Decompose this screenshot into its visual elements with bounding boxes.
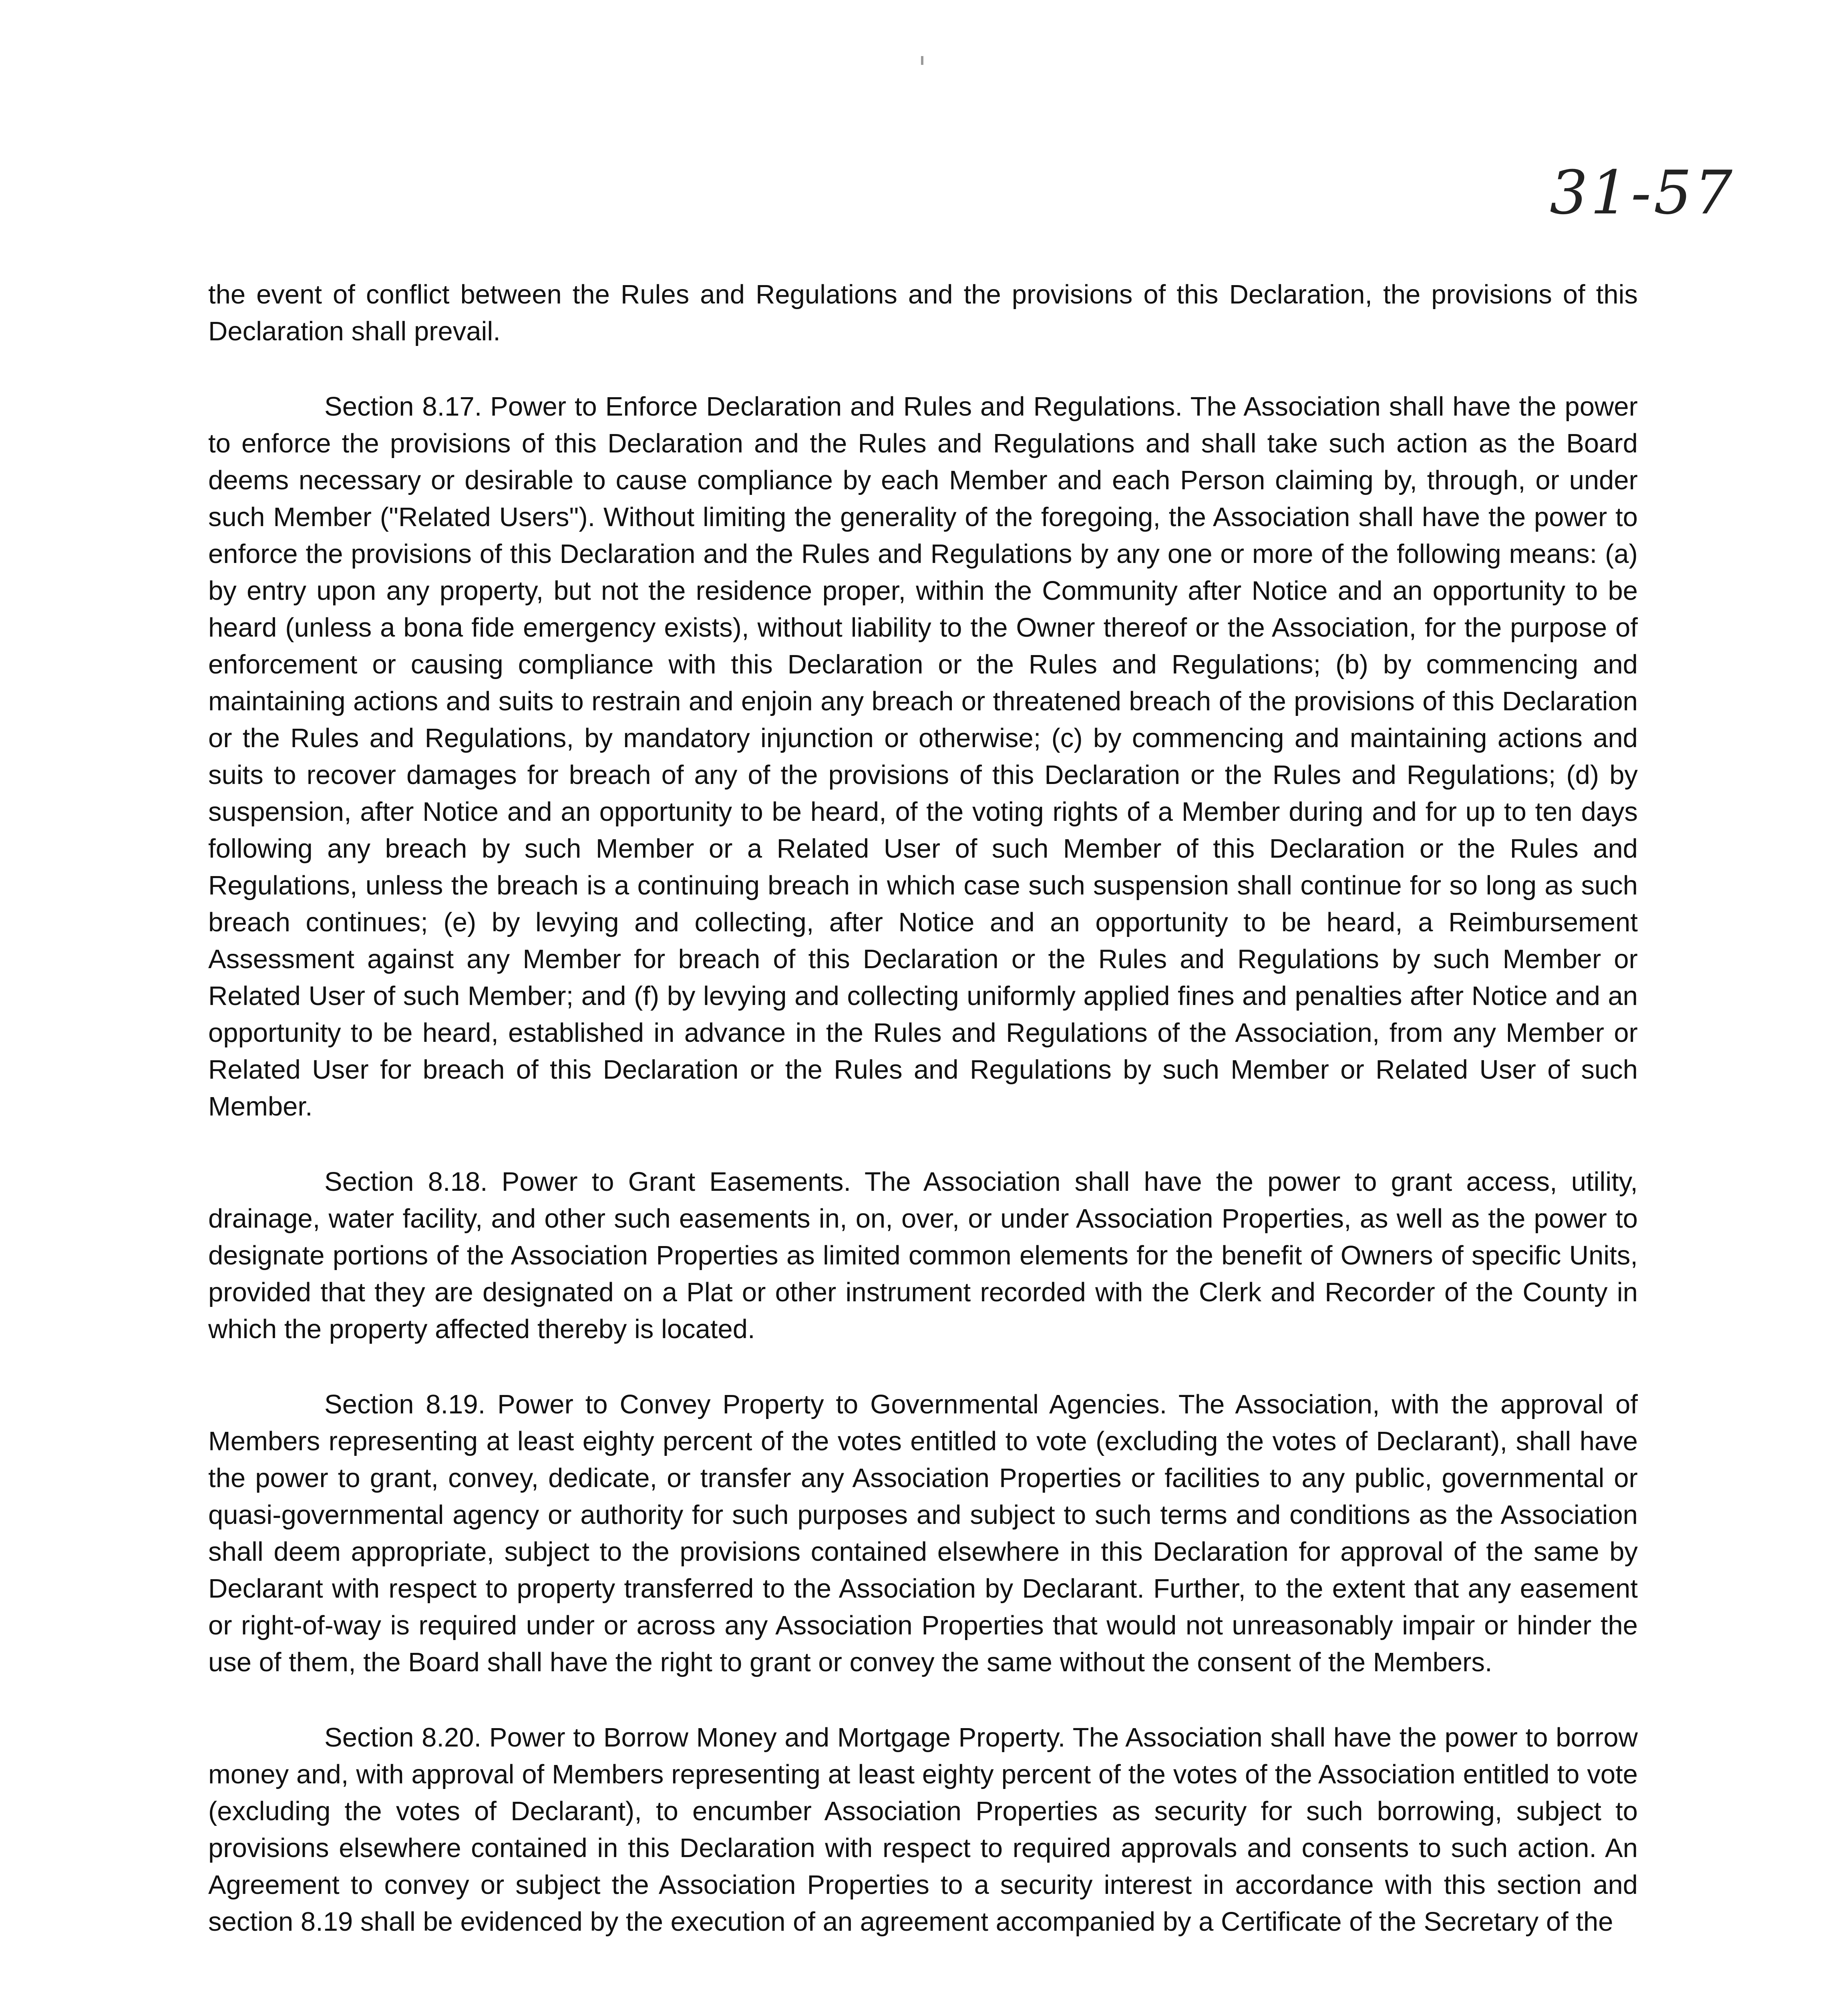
document-body [208, 276, 1638, 1979]
section-heading: Section 8.19. Power to Convey Property to Governmental Agencies. [324, 1389, 1178, 1419]
paragraph-continuation [208, 276, 1638, 350]
section-8-18 [208, 1164, 1638, 1348]
paragraph-text: the event of conflict between the Rules and Regulations and the provisions of this Declaration, the provisions of this Declaration shall prevail. [208, 279, 1638, 346]
section-heading: Section 8.20. Power to Borrow Money and Mortgage Property. [324, 1723, 1073, 1753]
handwritten-page-note: 31-57 [1550, 158, 1735, 228]
section-8-17 [208, 388, 1638, 1125]
section-text: The Association shall have the power to enforce the provisions of this Declaration and the Rules and Regulations and shall take such action as the Board deems necessary or desirable to cause compliance by each Member and each Person claiming by, through, or under such Member ("Related Users"). Without limiting the generality of the foregoing, the Association shall have the power to enforce the provisions of this Declaration and the Rules and Regulations by any one or more of the following means: (a) by entry upon any property, but not the residence proper, within the Community after Notice and an opportunity to be heard (unless a bona fide emergency exists), without liability to the Owner thereof or the Association, for the purpose of enforcement or causing compliance with this Declaration or the Rules and Regulations; (b) by commencing and maintaining actions and suits to restrain and enjoin any breach or threatened breach of the provisions of this Declaration or the Rules and Regulations, by mandatory injunction or otherwise; (c) by commencing and maintaining actions and suits to recover damages for breach of any of the provisions of this Declaration or the Rules and Regulations; (d) by suspension, after Notice and an opportunity to be heard, of the voting rights of a Member during and for up to ten days following any breach by such Member or a Related User of such Member of this Declaration or the Rules and Regulations, unless the breach is a continuing breach in which case such suspension shall continue for so long as such breach continues; (e) by levying and collecting, after Notice and an opportunity to be heard, a Reimbursement Assessment against any Member for breach of this Declaration or the Rules and Regulations by such Member or Related User of such Member; and (f) by levying and collecting uniformly applied fines and penalties after Notice and an opportunity to be heard, established in advance in the Rules and Regulations of the Association, from any Member or Related User for breach of this Declaration or the Rules and Regulations by such Member or Related User of such Member. [208, 392, 1638, 1122]
section-text: The Association, with the approval of Members representing at least eighty percent of the votes entitled to vote (excluding the votes of Declarant), shall have the power to grant, convey, dedicate, or transfer any Association Properties or facilities to any public, governmental or quasi-governmental agency or authority for such purposes and subject to such terms and conditions as the Association shall deem appropriate, subject to the provisions contained elsewhere in this Declaration for approval of the same by Declarant with respect to property transferred to the Association by Declarant. Further, to the extent that any easement or right-of-way is required under or across any Association Properties that would not unreasonably impair or hinder the use of them, the Board shall have the right to grant or convey the same without the consent of the Members. [208, 1389, 1638, 1677]
section-heading: Section 8.17. Power to Enforce Declaration and Rules and Regulations. [324, 392, 1190, 422]
section-heading: Section 8.18. Power to Grant Easements. [324, 1167, 865, 1197]
section-8-20 [208, 1719, 1638, 1940]
section-text: The Association shall have the power to borrow money and, with approval of Members representing at least eighty percent of the votes of the Association entitled to vote (excluding the votes of Declarant), to encumber Association Properties as security for such borrowing, subject to provisions elsewhere contained in this Declaration with respect to required approvals and consents to such action. An Agreement to convey or subject the Association Properties to a security interest in accordance with this section and section 8.19 shall be evidenced by the execution of an agreement accompanied by a Certificate of the Secretary of the [208, 1723, 1638, 1937]
scan-speck [921, 56, 923, 65]
section-text: The Association shall have the power to grant access, utility, drainage, water facility, and other such easements in, on, over, or under Association Properties, as well as the power to designate portions of the Association Properties as limited common elements for the benefit of Owners of specific Units, provided that they are designated on a Plat or other instrument recorded with the Clerk and Recorder of the County in which the property affected thereby is located. [208, 1167, 1638, 1344]
section-8-19 [208, 1386, 1638, 1681]
